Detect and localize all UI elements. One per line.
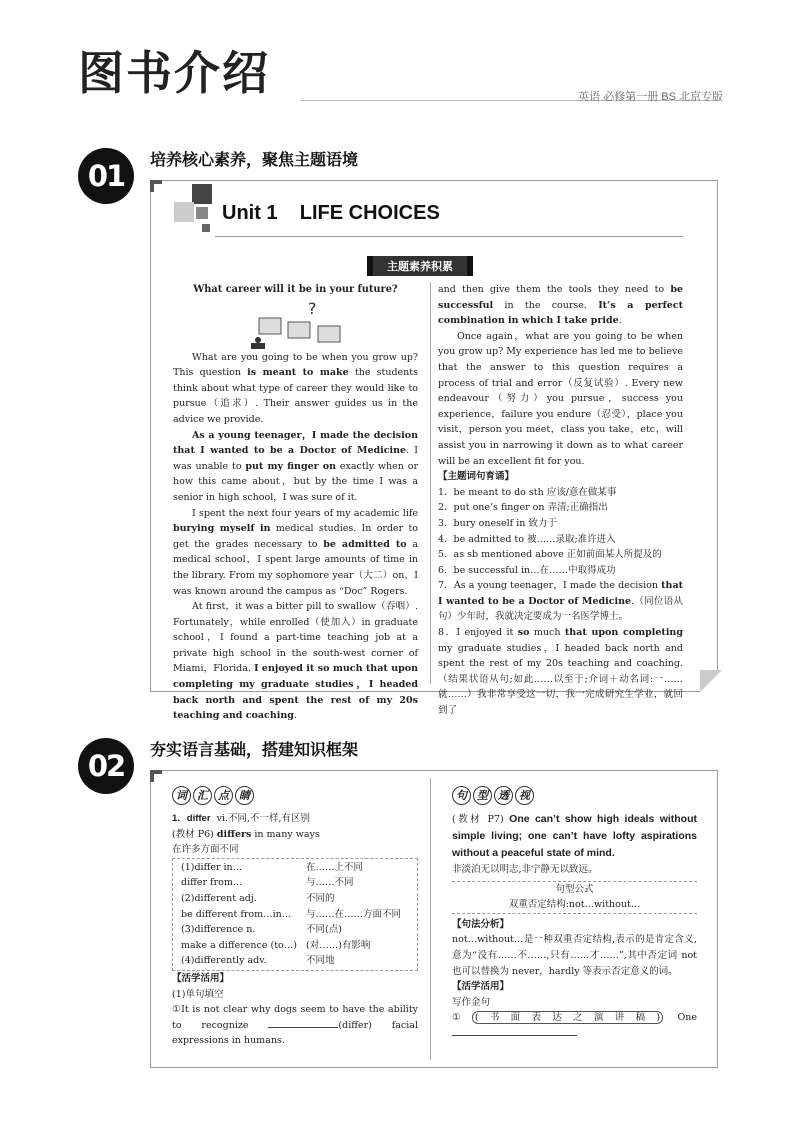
formula-text: 双重否定结构:not…without… [508, 899, 641, 911]
article-paragraph-1 [173, 350, 418, 428]
decor-square [192, 184, 212, 204]
usage-phrase: (2)different adj. [181, 892, 257, 904]
vocab-item-7 [438, 578, 683, 625]
column-divider [430, 282, 431, 684]
decor-square [174, 202, 194, 222]
vocab-heading: 【主题词句育诵】 [438, 471, 515, 483]
brand-title: 图书介绍 [78, 46, 270, 100]
vocab-item: 3．bury oneself in 致力于 [438, 517, 557, 529]
usage-box [172, 858, 418, 971]
sentence-focus-heading [452, 786, 534, 805]
heading-char: 睛 [235, 786, 254, 805]
usage-meaning: 与……在……方面不同 [306, 908, 402, 920]
writing-instruction: 写作金句 [452, 996, 491, 1008]
career-illustration-icon [173, 298, 418, 350]
section-title-02: 夯实语言基础，搭建知识框架 [150, 740, 359, 759]
text-run: a medical school，I spent large amounts of time in the library. From my sophomore year（大二）on，I was known around the campus as “Doc” Rogers. [173, 538, 418, 597]
article-right-paragraph-2 [438, 329, 683, 469]
page-fold [700, 670, 722, 692]
usage-meaning: 在……上不同 [306, 861, 364, 873]
vocab-panel [172, 786, 418, 1049]
heading-char: 汇 [193, 786, 212, 805]
usage-phrase: (4)differently adv. [181, 955, 267, 967]
text-run: I spent the next four years of my academic life [192, 507, 418, 519]
text-run: much [529, 627, 565, 639]
usage-meaning: (对……)有影响 [306, 939, 371, 951]
question-1-tail: (differ) facial expressions in humans. [172, 1019, 418, 1047]
usage-meaning: 不同的 [306, 892, 335, 904]
article-right-column [438, 282, 683, 719]
article-paragraph-2 [173, 428, 418, 506]
textbook-translation: 在许多方面不同 [172, 844, 239, 856]
text-run: and then give them the tools they need to [438, 284, 671, 295]
svg-text:?: ? [308, 298, 317, 318]
question-tag: (书面表达之演讲稿) [472, 1011, 663, 1024]
formula-heading: 句型公式 [555, 883, 594, 895]
analysis-heading: 【句法分析】 [452, 918, 510, 930]
article-illustration [173, 298, 418, 350]
highlight-phrase: so [517, 627, 530, 639]
book-subtitle: 英语 必修第一册 BS 北京专版 [578, 91, 723, 103]
vocab-item: 4．be admitted to 被……录取;准许进入 [438, 533, 616, 545]
box-corner [150, 180, 162, 192]
article-paragraph-3 [173, 506, 418, 600]
usage-phrase: (3)difference n. [181, 924, 256, 936]
usage-phrase: (1)differ in… [181, 861, 243, 873]
vocab-list [438, 485, 683, 579]
textbook-bold: differs [216, 828, 252, 840]
sentence-ref: (教材 P7) [452, 814, 510, 825]
text-run: Once again，what are you going to be when you grow up? My experience has led me to believe that the answer to this question requires a process of trial and error（反复试验）. Every new endeavour（努力）you pursue，success you experience，failure you endure（忍受），place you visit，person you meet，class you take，etc，will assist you in narrowing it down as to what career will be an excellent fit for you. [438, 330, 683, 467]
usage-meaning: 不同(点) [306, 924, 342, 936]
usage-row [181, 891, 409, 907]
usage-row [181, 907, 409, 923]
section-title-01: 培养核心素养，聚焦主题语境 [150, 150, 359, 169]
section-number-02: 02 [78, 738, 134, 794]
highlight-phrase: that upon completing [564, 627, 683, 639]
usage-row [181, 922, 409, 938]
text-run: medical studies. In order to get the grades necessary to [173, 523, 419, 550]
question-1-text: ①It is not clear why dogs seem to have the ability to recognize [172, 1004, 418, 1031]
usage-row [181, 875, 409, 891]
decor-square [196, 207, 208, 219]
usage-phrase: differ from… [181, 877, 243, 889]
vocab-item-8 [438, 625, 683, 719]
text-run: . [618, 315, 622, 327]
highlight-phrase: put my finger on [245, 460, 337, 472]
textbook-phrase: in many ways [251, 828, 320, 840]
text-run: exactly when or how this came about，but by the time I was a senior in high school，I was sure of it. [173, 460, 418, 503]
decor-square [202, 224, 210, 232]
text-run: At first，it was a bitter pill to swallow（吞咽）. Fortunately，while enrolled（使加入）in graduate school，I found a part-time teaching job at a private high school in the south-west corner of Miami，Florida. [173, 601, 418, 675]
usage-meaning: 与……不同 [306, 877, 354, 889]
highlight-phrase: burying myself in [173, 523, 271, 535]
question-number: ① [452, 1012, 472, 1024]
usage-row [181, 953, 409, 969]
headword: 1．differ [172, 813, 211, 824]
text-run: my graduate studies，I headed back north and spent the rest of my 20s teaching and coaching.（结果状语从句;如此……以至于;介词＋动名词:一……就……）我非常享受这一切，我一完成研究生学业，就回到了 [438, 642, 683, 717]
heading-char: 视 [515, 786, 534, 805]
text-run: 7．As a young teenager，I made the decision [438, 580, 662, 592]
highlight-phrase: As a young teenager，I made the decision that I wanted to be a Doctor of Medicine [173, 429, 418, 457]
answer-blank[interactable] [268, 1018, 338, 1028]
practice-heading-2: 【活学活用】 [452, 981, 510, 993]
headword-pos: vi.不同,不一样,有区别 [216, 813, 311, 824]
unit-title: Unit 1 LIFE CHOICES [222, 202, 440, 224]
key-sentence: One can’t show high ideals without simple living; one can’t have lofty aspirations without a peaceful state of mind. [452, 813, 698, 859]
highlight-phrase: is meant to make [247, 367, 349, 379]
heading-char: 句 [452, 786, 471, 805]
key-sentence-translation: 非淡泊无以明志,非宁静无以致远。 [452, 864, 598, 875]
usage-row [181, 860, 409, 876]
column-divider-2 [430, 778, 431, 1060]
highlight-phrase: that I wanted to be a Doctor of Medicine [438, 580, 683, 607]
text-run: in the course. [493, 299, 599, 311]
article-paragraph-4 [173, 599, 418, 724]
heading-char: 型 [473, 786, 492, 805]
writing-blank[interactable] [452, 1026, 577, 1036]
box-corner [150, 770, 162, 782]
highlight-phrase: It’s a perfect combination in which I take pride [438, 299, 683, 327]
vocab-item: 2．put one’s finger on 弄清;正确指出 [438, 502, 608, 514]
article-title: What career will it be in your future? [193, 284, 398, 295]
highlight-phrase: be admitted to [323, 538, 407, 550]
vocab-focus-heading [172, 786, 254, 805]
textbook-ref: (教材 P6) [172, 828, 217, 840]
text-run: . I was unable to [173, 445, 419, 472]
article-left-column [173, 282, 418, 724]
section-number-01: 01 [78, 148, 134, 204]
text-run: . [293, 710, 297, 722]
analysis-text: not…without…是一种双重否定结构,表示的是肯定含义,意为“没有……不……,只有……才……”,其中否定词 not 也可以替换为 never，hardly 等表示否定意义的词。 [452, 934, 697, 977]
usage-meaning: 不同地 [306, 955, 335, 967]
text-run: What are you going to be when you grow up? This question [173, 351, 418, 379]
unit-underline [215, 236, 683, 237]
vocab-item: 1．be meant to do sth 应该/意在做某事 [438, 486, 617, 498]
highlight-phrase: be successful [438, 284, 683, 311]
article-right-paragraph-1 [438, 282, 683, 329]
theme-badge: 主题素养积累 [367, 256, 473, 276]
heading-char: 点 [214, 786, 233, 805]
heading-char: 透 [494, 786, 513, 805]
highlight-phrase: I enjoyed it so much that upon completing my graduate studies，I headed back north and spent the rest of my 20s teaching and coaching [173, 663, 418, 722]
practice-heading: 【活学活用】 [172, 972, 230, 984]
text-run: the students think about what type of career they would like to pursue（追求）. Their answer guides us in the advice we provide. [173, 367, 418, 425]
vocab-item: 6．be successful in…在……中取得成功 [438, 564, 616, 576]
text-run: 8．I enjoyed it [438, 627, 518, 639]
question-start: One [677, 1012, 697, 1024]
formula-box [452, 881, 697, 914]
usage-phrase: be different from…in… [181, 908, 292, 920]
text-run: .（同位语从句）少年时，我就决定要成为一名医学博士。 [438, 595, 683, 623]
vocab-item: 5．as sb mentioned above 正如前面某人所提及的 [438, 549, 662, 561]
usage-row [181, 938, 409, 954]
usage-phrase: make a difference (to…) [181, 939, 297, 951]
sentence-panel [452, 786, 697, 1042]
fill-instruction: (1)单句填空 [172, 988, 224, 1000]
heading-char: 词 [172, 786, 191, 805]
